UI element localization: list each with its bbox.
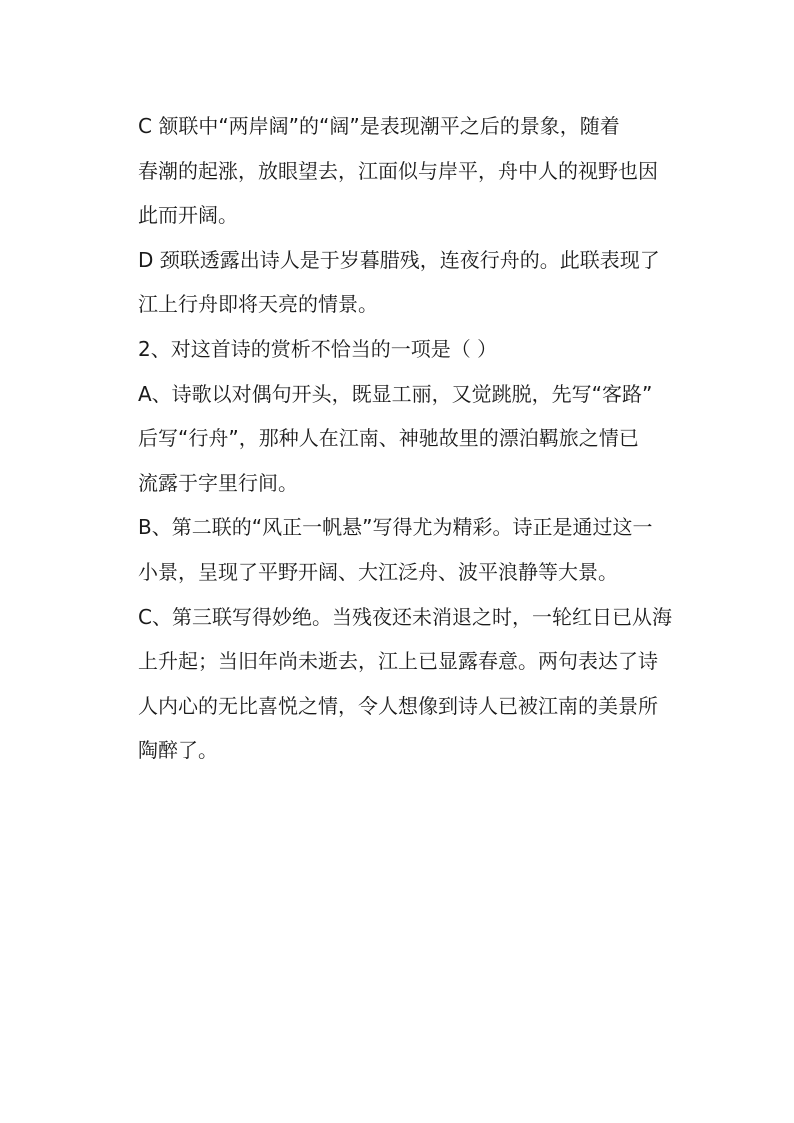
text-line: 江上行舟即将天亮的情景。	[138, 292, 378, 317]
option-c-jinglian-paragraph	[138, 104, 694, 238]
text-line: D 颈联透露出诗人是于岁暮腊残，连夜行舟的。此联表现了	[138, 247, 660, 272]
option-d-jinglian-paragraph	[138, 238, 694, 327]
text-line: B、第二联的“风正一帆悬”写得尤为精彩。诗正是通过这一	[138, 515, 653, 540]
option-b-paragraph	[138, 505, 694, 594]
text-line: 小景，呈现了平野开阔、大江泛舟、波平浪静等大景。	[138, 559, 618, 584]
document-body	[138, 104, 694, 773]
text-line: A、诗歌以对偶句开头，既显工丽，又觉跳脱，先写“客路”	[138, 381, 653, 406]
text-line: 上升起；当旧年尚未逝去，江上已显露春意。两句表达了诗	[138, 649, 658, 674]
text-line: 人内心的无比喜悦之情，令人想像到诗人已被江南的美景所	[138, 693, 658, 718]
option-a-paragraph	[138, 372, 694, 506]
option-c-paragraph	[138, 595, 694, 773]
text-line: C 颔联中“两岸阔”的“阔”是表现潮平之后的景象，随着	[138, 114, 620, 138]
text-line: 此而开阔。	[138, 203, 238, 228]
text-line: 后写“行舟”，那种人在江南、神驰故里的漂泊羁旅之情已	[138, 426, 639, 451]
text-line: 2、对这首诗的赏析不恰当的一项是（ ）	[138, 336, 498, 361]
text-line: 陶醉了。	[138, 738, 218, 763]
text-line: 流露于字里行间。	[138, 470, 298, 495]
text-line: 春潮的起涨，放眼望去，江面似与岸平，舟中人的视野也因	[138, 158, 658, 183]
question-2-stem	[138, 327, 694, 372]
text-line: C、第三联写得妙绝。当残夜还未消退之时，一轮红日已从海	[138, 604, 672, 629]
